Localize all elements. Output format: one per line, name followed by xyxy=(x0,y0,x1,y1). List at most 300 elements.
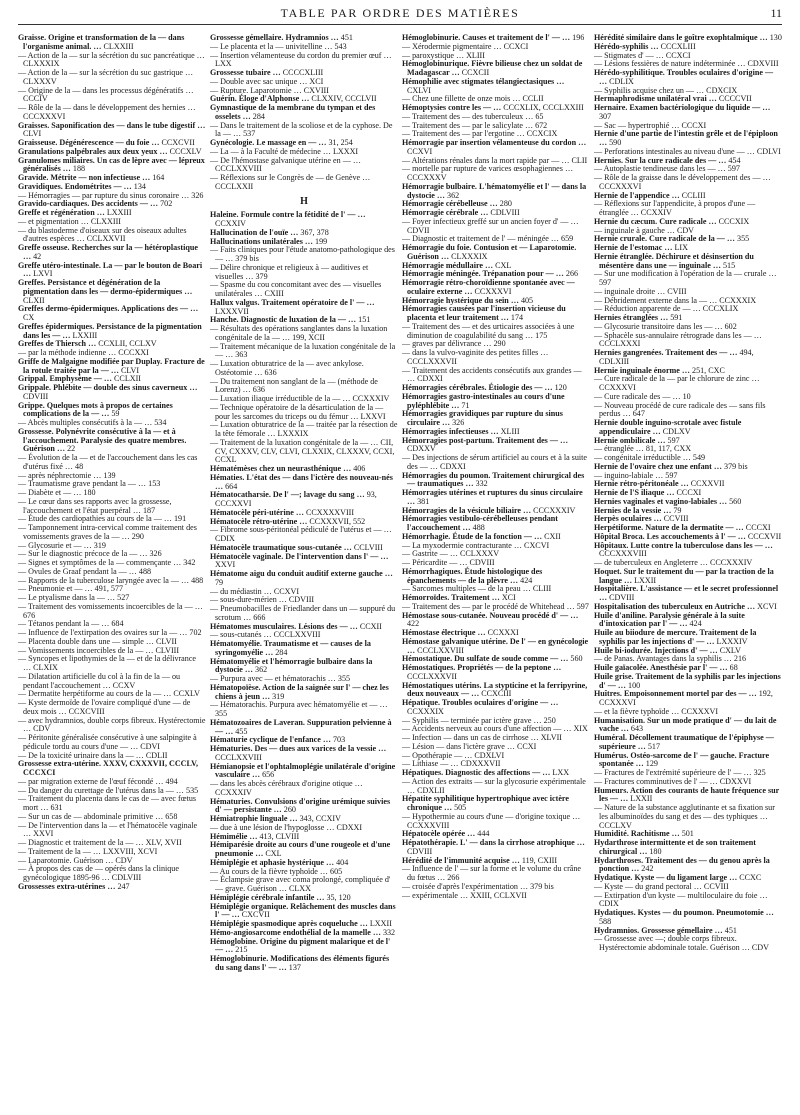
entry-text: Hémimélie xyxy=(210,831,248,841)
entry-ref: CDLII xyxy=(145,750,168,760)
entry-text: Hémiplégie organique. Relâchement des muscles dans l' — xyxy=(210,901,396,920)
index-entry: Hémoglobinurique. Fièvre bilieuse chez un soldat de Madagascar … CCXCII xyxy=(402,59,583,77)
entry-text: Gravido-cardiaques. Des accidents — xyxy=(18,199,148,209)
entry-text: Hospitalière. L'assistance — et le secret professionnel xyxy=(594,584,779,594)
index-entry: — Traitement des — et des urticaires associées à une diminution de coagulabilité du sang … 175 xyxy=(402,321,575,340)
entry-text: Hydatiques. Kystes — du poumon. Pneumotomie xyxy=(594,908,764,917)
entry-ref: 591 xyxy=(670,313,683,322)
entry-ref: CDXLVI xyxy=(474,750,505,760)
entry-text: — Syphilis acquise chez un — xyxy=(594,85,695,95)
entry-text: — Péricardite — xyxy=(402,558,458,567)
index-entry: Hémorragies post-partum. Traitement des — … CDXXV xyxy=(402,435,569,454)
index-entry: Huile gaïacolée. Anesthésie par l' — … 68 xyxy=(594,663,738,672)
entry-text: Hémiparésie droite au cours d'une rougeole et d'une pneumonie xyxy=(210,840,391,858)
entry-ref: XXVI xyxy=(33,829,54,839)
index-entry: — Traitement des — par l'ergotine … CCXCIX xyxy=(402,129,558,139)
entry-ref: CCCXXXVI xyxy=(23,111,66,121)
entry-text: Hérédo-syphilis xyxy=(594,41,649,51)
index-entry: — Résultats des opérations sanglantes dans la luxation congénitale de la — … 199, XCII xyxy=(210,324,388,342)
entry-text: Hématocatharsie. De l' —; lavage du sang xyxy=(210,490,355,500)
entry-ref: 643 xyxy=(630,724,644,734)
entry-text: — De la toxicité urinaire dans la — xyxy=(18,750,134,760)
entry-ref: XLV, XVII xyxy=(145,838,182,847)
entry-ref: 588 xyxy=(599,916,612,926)
entry-text: — Extirpation d'un kyste — multiloculaire du foie xyxy=(594,890,758,900)
index-entry: — Lithiase — … CDXXXVII xyxy=(402,759,501,769)
entry-ref: CCXCI xyxy=(503,41,529,51)
index-entry: — Évolution de la — et de l'accouchement dans les cas d'utérus fixé … 48 xyxy=(18,453,198,471)
entry-ref: CCCXLV xyxy=(169,146,202,156)
entry-text: Greffe et régénération xyxy=(18,208,95,217)
section-letter: H xyxy=(300,195,308,207)
entry-ref: CDVII xyxy=(407,225,430,235)
entry-ref: CCLII xyxy=(522,94,544,104)
index-entry: — par la méthode indienne … CCCXXI xyxy=(18,348,149,357)
index-entry: — Influence de l'extirpation des ovaires sur la — … 702 xyxy=(18,628,202,637)
entry-ref: XLIII xyxy=(466,50,485,60)
entry-ref: 71 xyxy=(461,400,470,410)
entry-text: Hernie de l'ovaire chez une enfant xyxy=(594,461,712,471)
entry-ref: 307 xyxy=(599,111,612,121)
entry-text: Huile gaïacolée. Anesthésie par l' — xyxy=(594,663,718,672)
index-entry: — inguinale droite … CVIII xyxy=(594,286,687,296)
entry-ref: CDLVIII xyxy=(490,208,520,217)
entry-text: Hémoglobine. Origine du pigment malarique et de l' — xyxy=(210,936,391,955)
entry-ref: 413, CLVIII xyxy=(259,831,300,841)
index-entry: Hémorragies cérébrales. Étiologie des — … 120 xyxy=(402,383,567,392)
entry-text: Hémiplégie cérébrale infantile xyxy=(210,892,315,902)
index-entry: Hématuries. Des — dues aux varices de la vessie … CCCLXXVIII xyxy=(210,744,387,762)
index-entry: — Péricardite — … CDVIII xyxy=(402,558,495,567)
entry-text: — Gastrite — xyxy=(402,549,448,559)
index-entry: Hémostatiques utérins. La stypticine et la ferripyrine, deux nouveaux — … CCXCIII xyxy=(402,680,588,699)
index-entry: — Pneumonie et — … 491, 577 xyxy=(18,584,123,594)
index-entry: Hépatite syphilitique hypertrophique avec ictère chronique … 505 xyxy=(402,794,569,812)
entry-ref: CXLVI xyxy=(407,85,431,95)
entry-text: Greffes de Thiersch xyxy=(18,339,87,349)
entry-ref: CLVII xyxy=(156,636,177,646)
entry-ref: CDVIII xyxy=(407,846,433,856)
index-entry: — Sur un cas de — abdominale primitive … 658 xyxy=(18,811,178,821)
entry-text: Hernie d'une partie de l'intestin grêle et de l'épiploon xyxy=(594,129,778,139)
entry-text: Hémo-angiosarcome endothélial de la mamelle xyxy=(210,927,371,937)
entry-ref: XXIII, CCLXVII xyxy=(470,890,527,900)
entry-ref: 290 xyxy=(131,531,144,541)
entry-text: Hydatique. Kyste — du ligament large xyxy=(594,873,728,882)
entry-text: Gymnastique de la membrane du tympan et des osselets xyxy=(210,103,376,121)
index-entry: Greffes épidermiques. Persistance de la pigmentation dans les — … LXXIII xyxy=(18,321,202,340)
entry-text: Humidité. Rachitisme xyxy=(594,829,670,839)
entry-text: — Altérations rénales dans la mort rapide par — xyxy=(402,155,560,165)
index-entry: Gravide. Métrite — non infectieuse … 164 xyxy=(18,173,165,182)
entry-text: Hernie de l'S iliaque xyxy=(594,488,665,497)
entry-ref: CCXXXVI xyxy=(681,706,719,716)
entry-ref: CCXXXVI xyxy=(474,286,512,296)
entry-text: — Fractures de l'extrémité supérieure de l' — xyxy=(594,768,742,777)
entry-text: Hémorragies de la vésicule biliaire xyxy=(402,505,521,515)
entry-text: Grossesses extra-utérines xyxy=(18,881,106,891)
entry-ref: 284 xyxy=(275,647,288,657)
index-entry: — mortelle par rupture de varices œsophagiennes … CCCXXXV xyxy=(402,164,574,182)
index-entry: — Spasme du cou concomitant avec des — visuelles unilatérales … CXIII xyxy=(210,280,382,298)
index-entry: — Étude des cardiopathies au cours de la — … 191 xyxy=(18,514,187,524)
index-entry: Hernie d'une partie de l'intestin grêle et de l'épiploon … 590 xyxy=(594,129,778,147)
entry-text: Hépatothérapie. L' — dans la cirrhose atrophique xyxy=(402,838,575,847)
entry-text: Huile grise. Traitement de la syphilis par les injections d' — xyxy=(594,671,781,690)
entry-text: Gravide. Métrite — non infectieuse xyxy=(18,173,141,182)
index-entry: Grossesse gémellaire. Hydramnios … 451 xyxy=(210,34,353,42)
entry-text: — Action de la — sur la sécrétion du suc pancréatique xyxy=(18,50,195,60)
entry-text: — La — à la Faculté de médecine xyxy=(210,146,321,156)
entry-text: Hémorragies gastro-intestinales au cours d'une pyléphlébite xyxy=(402,391,565,410)
entry-ref: 527 xyxy=(117,593,130,602)
entry-text: Grippale. Phlébite — double des sinus caverneux xyxy=(18,383,188,392)
entry-ref: 79 xyxy=(215,577,224,587)
entry-text: Hémorragie cérébelleuse xyxy=(402,199,488,209)
entry-ref: 215 xyxy=(235,945,248,955)
entry-ref: 656 xyxy=(262,770,275,780)
index-entry: — Dans le traitement de la scoliose et de la cyphose. De la — … 537 xyxy=(210,120,393,139)
index-entry: Hermaphrodisme unilatéral vrai … CCCCVII xyxy=(594,94,752,104)
entry-ref: CCCXXI xyxy=(118,348,149,357)
index-entry: — du médiastin … CCXVI xyxy=(210,586,300,596)
entry-ref: 501 xyxy=(681,829,694,839)
index-entry: Hallux valgus. Traitement opératoire de l' — … LXXXVII xyxy=(210,297,375,316)
index-entry: — Chez une fillette de onze mois … CCLII xyxy=(402,94,544,104)
entry-text: — dans la vulvo-vaginite des petites filles xyxy=(402,348,539,357)
index-entry: — Extirpation d'un kyste — multiloculaire du foie … CDIX xyxy=(594,890,768,909)
index-entry: Hématopoïèse. Action de la saignée sur l' — chez les chiens à jeun … 319 xyxy=(210,682,389,701)
entry-text: — La myxodermie contracturante xyxy=(402,540,512,550)
entry-text: Hernie double inguino-scrotale avec fistule appendiculaire xyxy=(594,418,742,436)
entry-ref: 560 xyxy=(570,654,583,664)
index-entry: Hanche. Diagnostic de luxation de la — … 151 xyxy=(210,315,371,325)
index-entry: — La myxodermie contracturante … CXCVI xyxy=(402,540,550,550)
entry-text: — Dilatation artificielle du col à la fin de la — ou pendant l'accouchement xyxy=(18,671,181,690)
index-entry: Hémoglobine. Origine du pigment malarique et de l' — … 215 xyxy=(210,936,391,955)
index-entry: Huile bi-iodurée. Injections d' — … CXLV xyxy=(594,645,741,655)
entry-ref: 379 bis xyxy=(530,881,554,891)
entry-text: — Syncopes et lipothymies de la — et de la délivrance xyxy=(18,654,197,664)
entry-text: Hémostase galvanique utérine. De l' — en gynécologie xyxy=(402,636,589,646)
index-entry: Hernies vaginales et vagino-labiales … 560 xyxy=(594,496,742,506)
entry-ref: CDXXV xyxy=(407,444,436,454)
entry-ref: 130 xyxy=(769,34,782,42)
entry-text: Grossesse extra-utérine. XXXV, CXXXVII, CCCLV, CCCXCI xyxy=(18,759,199,777)
entry-ref: 455 xyxy=(235,726,248,736)
entry-ref: CXLV xyxy=(719,645,741,655)
index-entry: Griffe de Malgaigne modifiée par Duplay. Fracture de la rotule traitée par la — … CLVI xyxy=(18,356,205,375)
index-entry: Hémiplégie organique. Relâchement des muscles dans l' — … CXCVII xyxy=(210,901,396,920)
entry-ref: CCXCI xyxy=(665,50,691,60)
entry-text: — Action de la — sur la sécrétion du suc gastrique xyxy=(18,68,183,77)
index-entry: Hématocèle péri-utérine … CCXXXXVIII xyxy=(210,507,355,517)
entry-ref: 22 xyxy=(67,444,76,454)
index-entry: — avec hydramnios, double corps fibreux. Hystérectomie … CDV xyxy=(18,715,206,734)
index-entry: Hématome aigu du conduit auditif externe gauche … 79 xyxy=(210,569,393,587)
entry-text: Grossesse. Polynévrite consécutive à la — et à l'accouchement. Paralysie des quatre membres. Guérison xyxy=(18,426,187,454)
entry-ref: CDVIII xyxy=(288,595,315,605)
entry-text: Greffes dermo-épidermiques. Applications des — xyxy=(18,304,189,314)
index-entry: — Rôle de la graisse dans le développement des — … CCCXXXVI xyxy=(594,173,771,191)
index-entry: Hernie de l'appendice … CCLIII xyxy=(594,190,706,200)
entry-ref: CX xyxy=(23,313,35,322)
entry-ref: 684 xyxy=(111,619,124,629)
entry-ref: CDV xyxy=(33,724,51,734)
index-entry: Huile grise. Traitement de la syphilis par les injections d' — … 100 xyxy=(594,671,781,690)
entry-ref: 597 xyxy=(599,278,612,287)
entry-ref: CCLVIII xyxy=(353,542,383,552)
entry-ref: 602 xyxy=(724,321,737,331)
entry-ref: CCCXLIX, CCCLXXIII xyxy=(503,103,584,112)
index-entry: Hémorragies infectieuses … XLIII xyxy=(402,426,520,436)
entry-ref: CDLVIII xyxy=(111,873,142,882)
entry-ref: 488 xyxy=(138,566,152,576)
entry-text: Hémorragie médullaire xyxy=(402,260,483,270)
entry-text: — Hémorragies — par rupture du sinus coronaire xyxy=(18,190,180,200)
entry-text: Hémophilie avec stigmates télangiectasiques xyxy=(402,76,555,86)
entry-ref: 636 xyxy=(252,385,265,395)
entry-ref: 636 xyxy=(264,367,277,377)
index-entry: — Rupture. Laparotomie … CXVIII xyxy=(210,85,329,95)
entry-text: Hernies gangrenées. Traitement des — xyxy=(594,348,728,357)
entry-text: Hémoglobinurie. Causes et traitement de l' — xyxy=(402,34,561,42)
index-entry: Hématocatharsie. De l' —; lavage du sang … 93, CCCXXVI xyxy=(210,490,377,508)
index-entry: Hernies. Sur la cure radicale des — … 454 xyxy=(594,155,741,165)
entry-text: Hérédité similaire dans le goître exophtalmique xyxy=(594,34,758,42)
entry-text: — Au cours de la fièvre typhoïde xyxy=(210,866,318,876)
index-entry: — Éclampsie grave avec coma prolongé, compliquée d' — grave. Guérison … CLXX xyxy=(210,875,391,893)
entry-text: Huile d'aniline. Paralysie générale à la suite d'intoxication par l' — xyxy=(594,610,745,629)
index-entry: — due à une lésion de l'hypoglosse … CDXXI xyxy=(210,822,363,832)
entry-text: — congénitale irréductible xyxy=(594,453,681,462)
entry-ref: 187 xyxy=(143,505,156,515)
entry-text: Haleine. Formule contre la fétidité de l' — xyxy=(210,210,356,220)
index-entry: — graves par délivrance … 290 xyxy=(402,339,506,349)
index-entry: — Nature de la substance agglutinante et sa fixation sur les albuminoïdes du sang et des — des typhiques … CCCLXV xyxy=(594,803,775,830)
index-entry: — Traitement des accidents consécutifs aux grandes — … CDXXI xyxy=(402,365,582,384)
index-entry: Hernie du cæcum. Cure radicale … CCCXIX xyxy=(594,216,750,226)
entry-ref: LXX xyxy=(215,59,232,69)
entry-text: — étranglée xyxy=(594,444,634,454)
index-entry: Hernie inguinale énorme … 251, CXC xyxy=(594,365,725,375)
entry-text: — Le ptyalisme dans la — xyxy=(18,593,105,602)
index-entry: — étranglée … 81, 117, CXX xyxy=(594,444,692,454)
entry-text: Graisses. Saponification des — dans le tube digestif xyxy=(18,120,196,130)
entry-text: — Double avec sac unique xyxy=(210,76,298,86)
entry-text: — Cure radicale des — xyxy=(594,391,671,401)
index-entry: Hérédo-syphilis … CCCXLIII xyxy=(594,41,696,51)
entry-text: — et la fièvre typhoïde xyxy=(594,706,670,716)
entry-text: — Luxation iliaque irréductible de la — xyxy=(210,394,341,403)
entry-text: — Kyste — du grand pectoral xyxy=(594,881,692,891)
index-entry: — Ovules de Graaf pendant la — … 488 xyxy=(18,566,152,576)
index-entry: — inguino-labiale … 597 xyxy=(594,470,678,480)
index-entry: — De l'intervention dans la — et l'hématocèle vaginale … XXVI xyxy=(18,820,198,839)
index-entry: — Autoplastie tendineuse dans les — … 597 xyxy=(594,164,740,174)
index-entry: Hémianopsie et l'ophtalmoplégie unilatérale d'origine vasculaire … 656 xyxy=(210,761,396,780)
entry-text: Hémorragies du poumon. Traitement chirurgical des — traumatiques xyxy=(402,470,585,489)
index-entry: Hémoptysies contre les — … CCCXLIX, CCCLXXIII xyxy=(402,103,584,112)
entry-ref: 325 xyxy=(753,768,766,777)
entry-ref: CCXVI xyxy=(407,146,433,156)
entry-ref: CCCXLIX xyxy=(702,304,739,314)
entry-text: — Purpura avec — et hématorachis xyxy=(210,674,326,683)
index-entry: — Fractures de l'extrémité supérieure de l' — … 325 xyxy=(594,768,766,777)
entry-text: Hydarthrose intermittente et de son traitement chirurgical xyxy=(594,838,756,856)
index-entry: — Double avec sac unique … XCI xyxy=(210,76,324,86)
entry-text: Hématozoaires de Laveran. Suppuration pelvienne à — xyxy=(210,717,392,736)
index-entry: Granulomes miliaires. Un cas de lèpre avec — lépreux généralisés … 188 xyxy=(18,155,205,174)
entry-ref: 250 xyxy=(543,715,556,725)
entry-text: — Influence de l'extirpation des ovaires sur la — xyxy=(18,628,178,637)
entry-text: Hémorragie rétro-choroïdienne spontanée avec — oculaire externe xyxy=(402,278,575,296)
index-entry: Hallucinations unilatérales … 199 xyxy=(210,236,328,246)
entry-text: — Glycosurie transitoire dans les — xyxy=(594,321,713,331)
entry-ref: 597 xyxy=(576,601,589,611)
entry-text: — graves par délivrance xyxy=(402,339,482,349)
index-entry: Hémorragies gravidiques par rupture du sinus circulaire … 326 xyxy=(402,409,563,427)
entry-text: — Luxation obturatrice de la — avec ankylose. Ostéotomie xyxy=(210,359,364,377)
entry-text: — Diabète et — xyxy=(18,488,72,497)
entry-ref: 326 xyxy=(191,190,204,200)
index-entry xyxy=(18,760,206,778)
entry-text: Hémorrhagie. Étude de la fonction — xyxy=(402,531,532,541)
entry-text: Hernie du cæcum. Cure radicale xyxy=(594,216,707,226)
entry-text: — Nouveau procédé de cure radicale des — sans fils perdus xyxy=(594,400,766,419)
index-entry: — Au cours de la fièvre typhoïde … 605 xyxy=(210,866,343,876)
entry-ref: 191 xyxy=(173,514,187,524)
entry-ref: CDVIII xyxy=(469,558,495,567)
index-entry: — Réflexions sur l'appendicite, à propos d'une — étranglée … CCXXIV xyxy=(594,199,756,217)
entry-text: — Fractures comminutives de l' — xyxy=(594,776,708,786)
index-entry: Hernie étranglée. Déchirure et désinsertion du mésentère dans une — inguinale … 515 xyxy=(594,251,754,270)
index-entry: Hépatique. Troubles oculaires d'origine — … CCXXXIX xyxy=(402,698,559,716)
entry-ref: 355 xyxy=(215,709,228,718)
index-entry: — Le ptyalisme dans la — … 527 xyxy=(18,593,130,602)
entry-text: Hémorragie méningée. Trépanation pour — xyxy=(402,269,554,279)
index-entry: Hydramnios. Grossesse gémellaire … 451 xyxy=(594,925,737,935)
entry-ref: 332 xyxy=(475,479,488,489)
entry-ref: CCCCXLIII xyxy=(282,68,324,77)
entry-text: Hôpitaux. Lutte contre la tuberculose dans les — xyxy=(594,540,763,550)
entry-text: — Pneumobacilles de Friedlander dans un — suppuré du scrotum xyxy=(210,604,396,622)
entry-text: Huile bi-iodurée. Injections d' — xyxy=(594,645,708,655)
entry-ref: 702 xyxy=(189,628,202,637)
entry-text: — Cure radicale de la — par le chlorure de zinc xyxy=(594,374,750,384)
index-entry: Hernie double inguino-scrotale avec fistule appendiculaire … CDLXV xyxy=(594,418,742,436)
entry-text: — Rapports de la tuberculose laryngée avec la — xyxy=(18,575,179,585)
entry-ref: 404 xyxy=(336,857,349,867)
entry-ref: CCCXI xyxy=(676,488,702,497)
entry-ref: 505 xyxy=(454,803,467,812)
entry-ref: CDXXVI xyxy=(719,776,752,786)
entry-ref: 266 xyxy=(565,269,579,279)
index-entry: — Abcès multiples consécutifs à la — … 534 xyxy=(18,418,167,427)
index-entry: Hématies. L'état des — dans l'ictère des nouveau-nés … 664 xyxy=(210,472,393,491)
entry-text: Greffes. Persistance et dégénération de la pigmentation dans les — dermo-épidermiques xyxy=(18,278,183,296)
index-entry: — Traitement de la — … LXXVIII, XCVI xyxy=(18,846,158,856)
entry-text: Hémorragies causées par l'insertion vicieuse du placenta et leur traitement xyxy=(402,304,566,322)
entry-ref: CVIII xyxy=(667,286,687,296)
entry-ref: LXXII xyxy=(630,794,653,804)
entry-text: — Nature de la substance agglutinante et sa fixation sur les albuminoïdes du sang et des — des typhiques xyxy=(594,803,775,821)
entry-ref: CDXXI xyxy=(336,822,363,832)
entry-text: Hernie inguinale énorme xyxy=(594,365,680,375)
index-entry: — Tamponnement intra-cervical comme traitement des vomissements graves de la — … 290 xyxy=(18,523,197,541)
entry-text: — De l'intervention dans la — et l'hématocèle vaginale xyxy=(18,820,198,830)
index-entry: — Technique opératoire de la désarticulation de la — pour les sarcomes du triceps ou du fémur … LXXVI xyxy=(210,402,386,421)
entry-text: — Insertion vélamenteuse du cordon du premier œuf xyxy=(210,50,382,60)
entry-ref: CCCCVII xyxy=(718,94,752,104)
entry-text: Graisseuse. Dégénérescence — du foie xyxy=(18,138,150,147)
index-entry: — Tétanos pendant la — … 684 xyxy=(18,619,124,629)
entry-text: Griffe de Malgaigne modifiée par Duplay. Fracture de la rotule traitée par la — xyxy=(18,356,205,375)
entry-text: — Perforations intestinales au niveau d'une — xyxy=(594,146,745,156)
entry-text: — Délire chronique et religieux à — auditives et visuelles xyxy=(210,262,369,281)
entry-text: Hospitalisation des tuberculeux en Autriche xyxy=(594,601,745,611)
entry-text: — Laparotomie. Guérison xyxy=(18,855,104,865)
entry-ref: 196 xyxy=(572,34,585,42)
entry-ref: 605 xyxy=(330,866,343,876)
entry-ref: CCCLXXVIII xyxy=(417,645,464,655)
index-entry: Hémorrhagie. Étude de la fonction — … CXII xyxy=(402,531,561,541)
entry-text: Hernie crurale. Cure radicale de la — xyxy=(594,234,725,244)
index-entry: — Action de la — sur la sécrétion du suc pancréatique … CLXXXIX xyxy=(18,50,205,69)
index-entry: Hémiplégie et aphasie hystérique … 404 xyxy=(210,857,349,867)
index-entry: Grossesses extra-utérines … 247 xyxy=(18,881,130,891)
index-entry: Hématozoaires de Laveran. Suppuration pelvienne à — … 455 xyxy=(210,717,392,736)
entry-ref: 703 xyxy=(332,735,346,745)
entry-text: Hernies vaginales et vagino-labiales xyxy=(594,496,717,506)
entry-ref: 164 xyxy=(152,173,165,182)
entry-text: Hérédité de l'immunité acquise xyxy=(402,855,510,865)
index-entry: — Placenta double dans une — simple … CLVII xyxy=(18,636,177,646)
entry-text: Hernies étranglées xyxy=(594,313,659,322)
entry-ref: 597 xyxy=(667,435,680,445)
entry-ref: 664 xyxy=(225,481,238,491)
entry-text: — Réflexions sur l'appendicite, à propos d'une — étranglée xyxy=(594,199,756,217)
index-entry: Hémorragies utérines et ruptures du sinus circulaire … 381 xyxy=(402,488,583,506)
index-entry: — Laparotomie. Guérison … CDV xyxy=(18,855,133,865)
entry-text: — de tuberculeux en Angleterre xyxy=(594,558,698,567)
entry-text: — Traitement des vomissements incoercibles de la — xyxy=(18,601,193,611)
entry-ref: CCXXXIX xyxy=(719,295,757,305)
index-entry: Hydatiques. Kystes — du poumon. Pneumotomie … 588 xyxy=(594,908,774,926)
entry-ref: CII, CV, CXXXV, CLV, CLVI, CLXXIX, CLXXXV, CCXI, CCXL xyxy=(215,437,395,465)
entry-text: — Hypothermie au cours d'une — d'origine toxique xyxy=(402,811,571,821)
entry-text: — Tamponnement intra-cervical comme traitement des vomissements graves de la — xyxy=(18,523,197,541)
index-column-4 xyxy=(594,34,782,1110)
entry-ref: 379 xyxy=(255,271,268,281)
entry-ref: CCLXII xyxy=(114,374,141,384)
index-entry: — Hémorragies — par rupture du sinus coronaire … 326 xyxy=(18,190,204,200)
entry-ref: 79 xyxy=(673,505,682,515)
index-entry: — sous-dure-mérien … CDVIII xyxy=(210,595,315,605)
entry-text: Hernie de l'estomac xyxy=(594,243,663,252)
entry-text: Hémoglobinurique. Fièvre bilieuse chez un soldat de Madagascar xyxy=(402,59,583,77)
entry-ref: CCVIII xyxy=(703,881,729,891)
entry-text: — inguino-labiale xyxy=(594,470,654,480)
entry-ref: CCXI xyxy=(516,741,537,751)
index-entry: Humanisation. Sur un mode pratique d' — du lait de vache … 643 xyxy=(594,715,777,734)
entry-ref: CCCLXXXI xyxy=(599,339,641,349)
index-entry: Hémostase galvanique utérine. De l' — en gynécologie … CCCLXXVIII xyxy=(402,636,589,655)
index-entry: Hépatiques. Diagnostic des affections — … LXX xyxy=(402,768,570,777)
entry-ref: CDLIX xyxy=(609,76,634,86)
entry-text: — Dans le traitement de la scoliose et de la cyphose. De la — xyxy=(210,120,393,139)
index-entry: Hématomyélie. Traumatisme et — causes de la syringomyélie … 284 xyxy=(210,639,371,657)
